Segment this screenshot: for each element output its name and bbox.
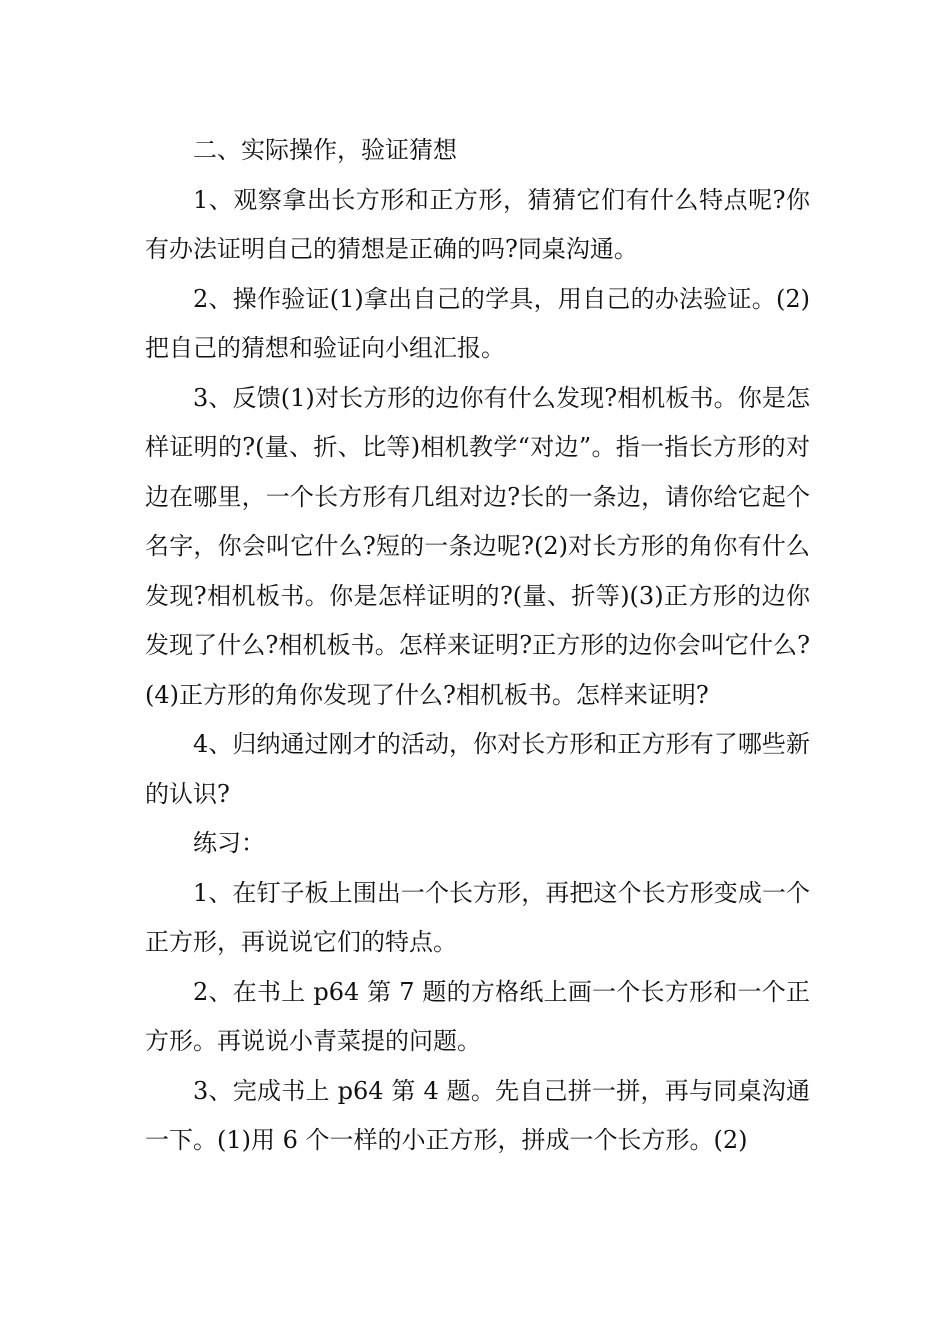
exercise-item-1: 1、在钉子板上围出一个长方形，再把这个长方形变成一个正方形，再说说它们的特点。 xyxy=(145,878,810,956)
exercise-item-3: 3、完成书上 p64 第 4 题。先自己拼一拼，再与同桌沟通一下。(1)用 6 个一样的小正方形，拼成一个长方形。(2) xyxy=(145,1076,810,1154)
paragraph-summary: 4、归纳通过刚才的活动，你对长方形和正方形有了哪些新的认识? xyxy=(145,730,810,808)
paragraph-verify: 2、操作验证(1)拿出自己的学具，用自己的办法验证。(2)把自己的猜想和验证向小组汇报。 xyxy=(145,284,810,362)
section-heading: 二、实际操作，验证猜想 xyxy=(193,136,457,164)
document-body xyxy=(145,126,810,1166)
paragraph-observe: 1、观察拿出长方形和正方形，猜猜它们有什么特点呢?你有办法证明自己的猜想是正确的吗?同桌沟通。 xyxy=(145,185,810,263)
exercise-heading: 练习： xyxy=(193,829,265,857)
exercise-item-2: 2、在书上 p64 第 7 题的方格纸上画一个长方形和一个正方形。再说说小青菜提的问题。 xyxy=(145,977,810,1055)
paragraph-feedback: 3、反馈(1)对长方形的边你有什么发现?相机板书。你是怎样证明的?(量、折、比等)相机教学“对边”。指一指长方形的对边在哪里，一个长方形有几组对边?长的一条边，请你给它起个名字，你会叫它什么?短的一条边呢?(2)对长方形的角你有什么发现?相机板书。你是怎样证明的?(量、折等)(3)正方形的边你发现了什么?相机板书。怎样来证明?正方形的边你会叫它什么?(4)正方形的角你发现了什么?相机板书。怎样来证明? xyxy=(145,383,810,709)
